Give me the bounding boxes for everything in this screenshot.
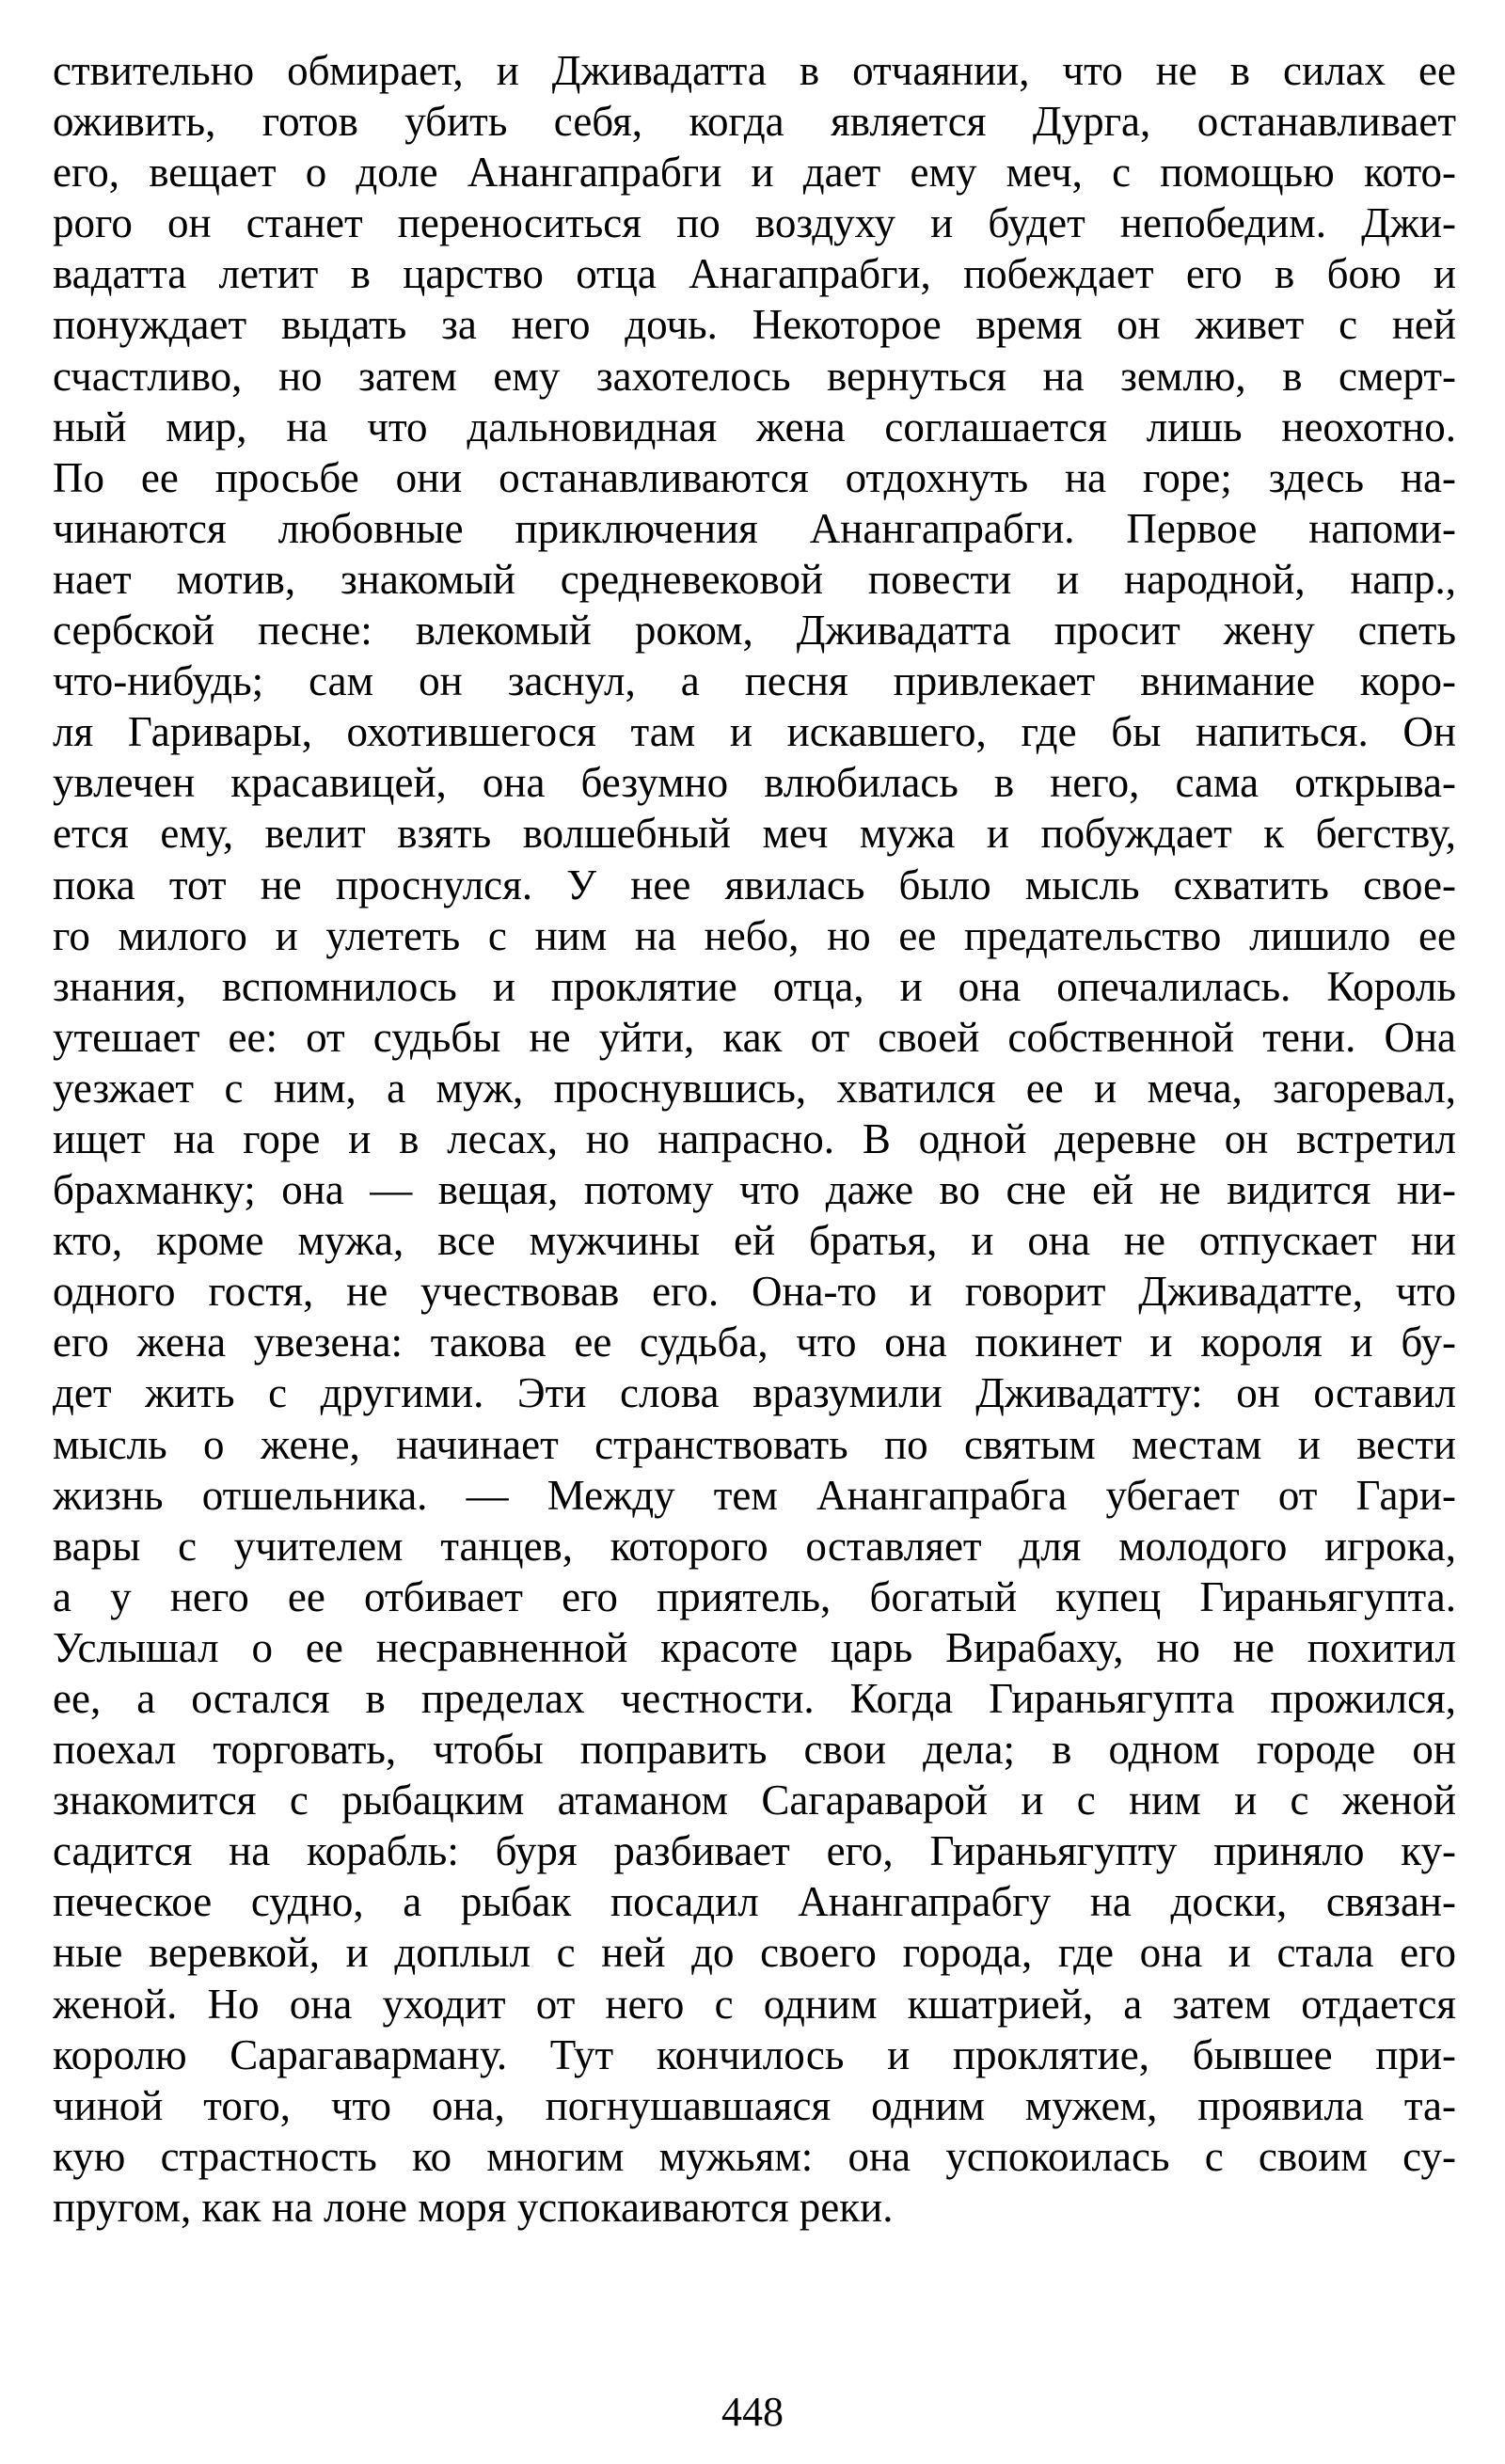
text-line: пругом, как на лоне моря успокаиваются реки.: [53, 2183, 894, 2231]
text-line: кто, кроме мужа, все мужчины ей братья, и она не отпускает ни: [53, 1217, 1456, 1265]
text-line: знакомится с рыбацким атаманом Сагараварой и с ним и с женой: [53, 1777, 1456, 1824]
text-line: вадатта летит в царство отца Анагапрабги, побеждает его в бою и: [53, 250, 1456, 298]
text-line: женой. Но она уходит от него с одним кшатрией, а затем отдается: [53, 1980, 1456, 2028]
text-line: сербской песне: влекомый роком, Дживадатта просит жену спеть: [53, 607, 1456, 655]
text-line: вары с учителем танцев, которого оставляет для молодого игрока,: [53, 1522, 1456, 1570]
text-line: дет жить с другими. Эти слова вразумили Дживадатту: он оставил: [53, 1369, 1456, 1417]
page-body: [53, 45, 1456, 2233]
text-line: утешает ее: от судьбы не уйти, как от своей собственной тени. Она: [53, 1013, 1456, 1061]
text-line: ный мир, на что дальновидная жена соглашается лишь неохотно.: [53, 403, 1456, 450]
text-line: Услышал о ее несравненной красоте царь Вирабаху, но не похитил: [53, 1623, 1456, 1671]
text-line: ные веревкой, и доплыл с ней до своего города, где она и стала его: [53, 1929, 1456, 1977]
text-line: уезжает с ним, а муж, проснувшись, хватился ее и меча, загоревал,: [53, 1064, 1456, 1112]
text-line: одного гостя, не учествовав его. Она-то и говорит Дживадатте, что: [53, 1268, 1456, 1316]
text-line: ее, а остался в пределах честности. Когда Гираньягупта прожился,: [53, 1675, 1456, 1722]
text-line: мысль о жене, начинает странствовать по святым местам и вести: [53, 1420, 1456, 1468]
text-line: увлечен красавицей, она безумно влюбилась в него, сама открыва-: [53, 759, 1456, 807]
text-line: что-нибудь; сам он заснул, а песня привлекает внимание коро-: [53, 657, 1456, 705]
text-line: кую страстность ко многим мужьям: она успокоилась с своим су-: [53, 2132, 1456, 2180]
text-line: ля Гаривары, охотившегося там и искавшего, где бы напиться. Он: [53, 708, 1456, 756]
text-line: поехал торговать, чтобы поправить свои дела; в одном городе он: [53, 1726, 1456, 1774]
text-line: ищет на горе и в лесах, но напрасно. В одной деревне он встретил: [53, 1114, 1456, 1162]
text-line: чинаются любовные приключения Анангапрабги. Первое напоми-: [53, 504, 1456, 552]
text-line: пока тот не проснулся. У нее явилась было мысль схватить свое-: [53, 861, 1456, 908]
text-line: понуждает выдать за него дочь. Некоторое время он живет с ней: [53, 301, 1456, 349]
text-line: ется ему, велит взять волшебный меч мужа и побуждает к бегству,: [53, 810, 1456, 858]
text-line: По ее просьбе они останавливаются отдохнуть на горе; здесь на-: [53, 453, 1456, 501]
text-line: нает мотив, знакомый средневековой повести и народной, напр.,: [53, 555, 1456, 603]
text-line: чиной того, что она, погнушавшаяся одним мужем, проявила та-: [53, 2081, 1456, 2129]
text-line: ствительно обмирает, и Дживадатта в отчаянии, что не в силах ее: [53, 47, 1456, 94]
text-line: садится на корабль: буря разбивает его, Гираньягупту приняло ку-: [53, 1827, 1456, 1875]
text-line: королю Сарагаварману. Тут кончилось и проклятие, бывшее при-: [53, 2030, 1456, 2078]
text-line: го милого и улететь с ним на небо, но ее предательство лишило ее: [53, 911, 1456, 959]
text-line: печеское судно, а рыбак посадил Анангапрабгу на доски, связан-: [53, 1878, 1456, 1926]
text-line: его, вещает о доле Анангапрабги и дает ему меч, с помощью кото-: [53, 149, 1456, 197]
text-line: счастливо, но затем ему захотелось вернуться на землю, в смерт-: [53, 352, 1456, 400]
text-line: рого он станет переноситься по воздуху и будет непобедим. Джи-: [53, 199, 1456, 247]
text-line: брахманку; она — вещая, потому что даже во сне ей не видится ни-: [53, 1166, 1456, 1214]
text-line: знания, вспомнилось и проклятие отца, и она опечалилась. Король: [53, 962, 1456, 1010]
text-line: а у него ее отбивает его приятель, богатый купец Гираньягупта.: [53, 1572, 1456, 1620]
body-text: [53, 45, 1456, 2233]
text-line: его жена увезена: такова ее судьба, что она покинет и короля и бу-: [53, 1319, 1456, 1366]
page-number: 448: [721, 2389, 784, 2435]
text-line: оживить, готов убить себя, когда является Дурга, останавливает: [53, 98, 1456, 146]
text-line: жизнь отшельника. — Между тем Анангапрабга убегает от Гари-: [53, 1471, 1456, 1519]
